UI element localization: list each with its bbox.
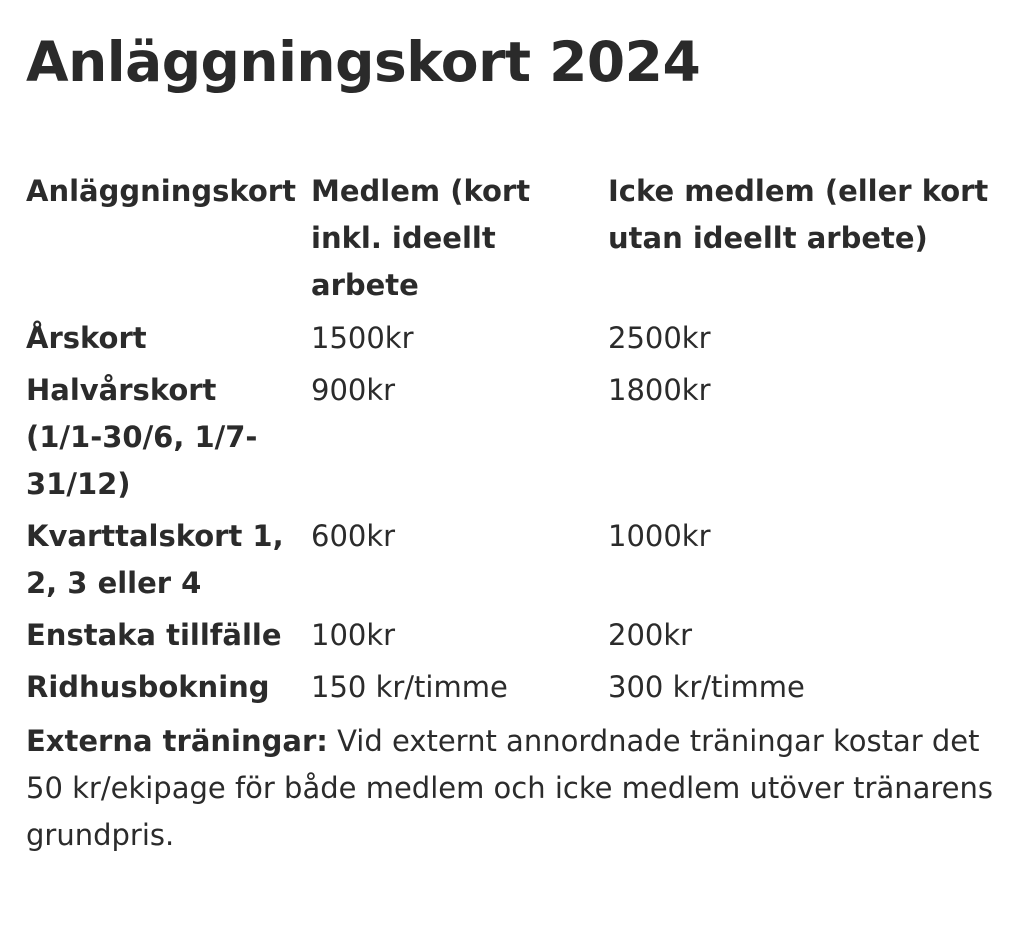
member-price: 100kr	[311, 618, 396, 652]
member-price: 600kr	[311, 519, 396, 553]
non-member-price: 200kr	[608, 618, 693, 652]
non-member-price: 1000kr	[608, 519, 711, 553]
row-label: Ridhusbokning	[26, 670, 270, 704]
row-label: Halvårskort (1/1-30/6, 1/7-31/12)	[26, 373, 258, 501]
table-row	[26, 612, 1003, 664]
member-price: 900kr	[311, 373, 396, 407]
member-price: 150 kr/timme	[311, 670, 508, 704]
row-label: Enstaka tillfälle	[26, 618, 282, 652]
table-row	[26, 315, 1003, 367]
member-price: 1500kr	[311, 321, 414, 355]
non-member-price: 1800kr	[608, 373, 711, 407]
non-member-price: 2500kr	[608, 321, 711, 355]
header-card-type: Anläggningskort	[26, 174, 296, 208]
note-text: Vid externt annordnade träningar kostar det 50 kr/ekipage för både medlem och icke medlem utöver tränarens grundpris.	[26, 724, 993, 852]
price-document	[26, 24, 1006, 859]
price-table	[26, 168, 1003, 716]
row-label: Årskort	[26, 321, 147, 355]
table-row	[26, 367, 1003, 513]
table-row	[26, 664, 1003, 716]
table-row	[26, 513, 1003, 612]
page-title: Anläggningskort 2024	[26, 30, 701, 94]
external-training-note	[26, 718, 1001, 859]
header-non-member: Icke medlem (eller kort utan ideellt arbete)	[608, 174, 989, 255]
header-member: Medlem (kort inkl. ideellt arbete	[311, 174, 531, 302]
row-label: Kvarttalskort 1, 2, 3 eller 4	[26, 519, 284, 600]
non-member-price: 300 kr/timme	[608, 670, 805, 704]
table-header-row	[26, 168, 1003, 315]
note-label: Externa träningar:	[26, 724, 328, 758]
